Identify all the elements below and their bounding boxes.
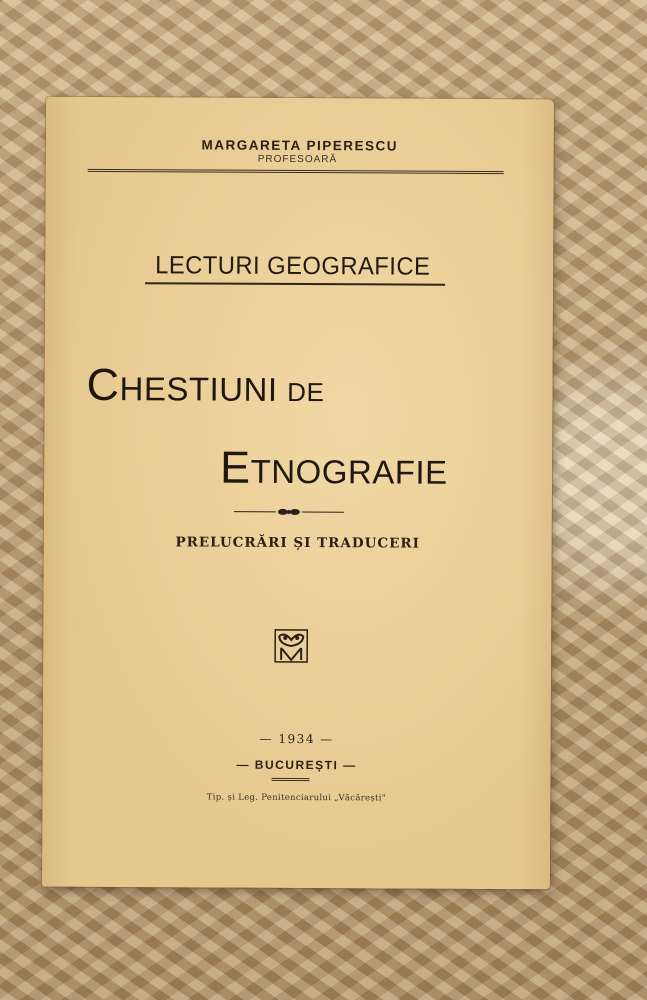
book-cover xyxy=(42,97,554,890)
ornament-divider-icon xyxy=(234,504,344,521)
subtitle: PRELUCRĂRI ȘI TRADUCERI xyxy=(175,534,420,552)
title-initial-e: E xyxy=(220,441,251,493)
author-name: MARGARETA PIPERESCU xyxy=(201,137,399,154)
author-title: PROFESOARĂ xyxy=(257,153,338,166)
title-word-de: DE xyxy=(287,376,325,408)
series-underline xyxy=(145,282,445,286)
printer-imprint: Tip. și Leg. Penitenciarului „Văcărești" xyxy=(206,792,387,804)
publication-city: — BUCUREȘTI — xyxy=(236,757,357,773)
title-word-rest-2: TNOGRAFIE xyxy=(250,452,448,491)
title-initial-c: C xyxy=(86,358,120,411)
title-word-rest: HESTIUNI xyxy=(119,370,288,408)
publication-year: — 1934 — xyxy=(259,731,334,747)
printer-emblem-icon xyxy=(273,628,309,664)
main-title-line-2 xyxy=(220,442,448,495)
main-title-line-1 xyxy=(86,359,324,412)
series-title: LECTURI GEOGRAFICE xyxy=(155,251,431,281)
author-rule xyxy=(88,169,504,174)
city-underline xyxy=(271,778,309,781)
